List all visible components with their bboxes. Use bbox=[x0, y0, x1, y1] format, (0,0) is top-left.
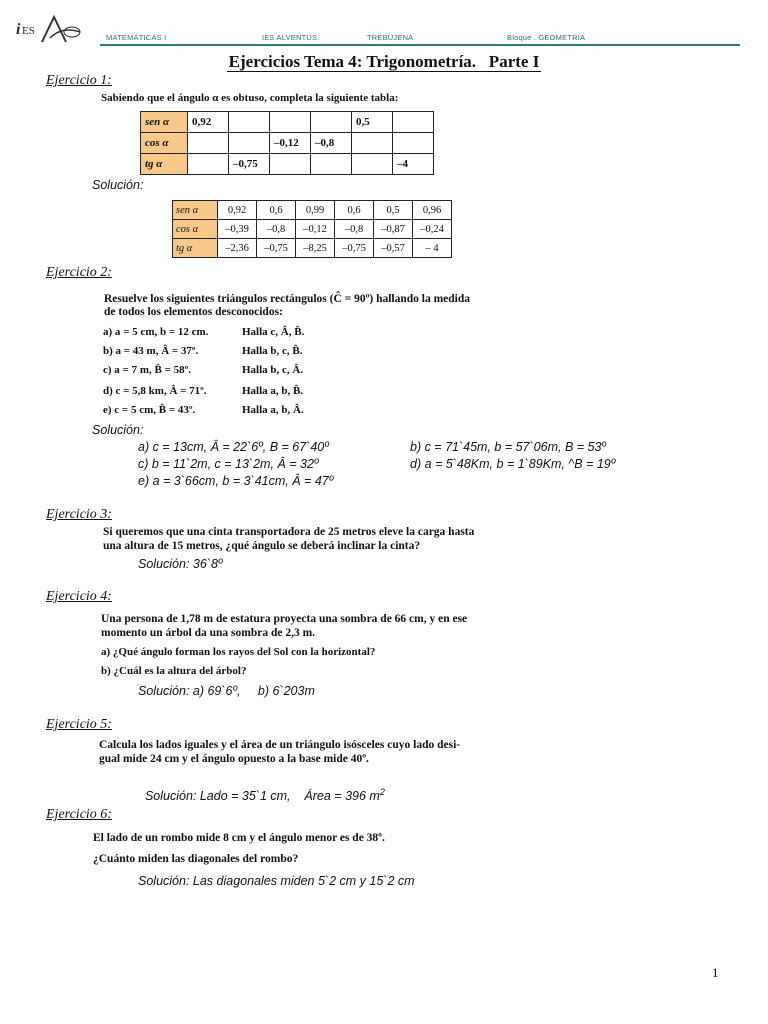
ex6-solution: Solución: Las diagonales miden 5`2 cm y 15`2 cm bbox=[138, 874, 415, 888]
ex6-statement-2: ¿Cuánto miden las diagonales del rombo? bbox=[93, 853, 299, 865]
ex1-table-cell: –0,75 bbox=[229, 154, 270, 175]
ex3-heading: Ejercicio 3: bbox=[46, 507, 112, 522]
ex1-solution-table-cell: 0,92 bbox=[218, 201, 257, 220]
ex5-heading: Ejercicio 5: bbox=[46, 717, 112, 732]
ex4-solution: Solución: a) 69`6º, b) 6`203m bbox=[138, 684, 315, 698]
ex1-solution-table-cell: –0,8 bbox=[335, 220, 374, 239]
ex1-table-row bbox=[141, 154, 434, 175]
ex2-solution-e: e) a = 3`66cm, b = 3`41cm, Â = 47º bbox=[138, 474, 334, 488]
ex1-table-cell bbox=[188, 154, 229, 175]
ex1-solution-table-row-label: sen α bbox=[173, 201, 218, 220]
ex3-solution: Solución: 36`8º bbox=[138, 557, 223, 571]
ex2-solution-b: b) c = 71`45m, b = 57`06m, B = 53º bbox=[410, 440, 606, 454]
ex1-solution-table-cell: –2,36 bbox=[218, 239, 257, 258]
ex1-table-cell bbox=[352, 154, 393, 175]
ex1-solution-table-row bbox=[173, 220, 452, 239]
header-subject: MATEMÁTICAS I bbox=[106, 33, 167, 42]
ex4-statement-2: momento un árbol da una sombra de 2,3 m. bbox=[101, 627, 316, 639]
ex1-solution-table-cell: –0,57 bbox=[374, 239, 413, 258]
ex1-solution-table-cell: –0,12 bbox=[296, 220, 335, 239]
ex5-statement-2: gual mide 24 cm y el ángulo opuesto a la base mide 40º. bbox=[99, 753, 369, 765]
ex4-question-b: b) ¿Cuál es la altura del árbol? bbox=[101, 665, 247, 677]
ex1-table-cell bbox=[229, 133, 270, 154]
ex1-solution-table bbox=[172, 200, 452, 258]
ex4-statement-1: Una persona de 1,78 m de estatura proyecta una sombra de 66 cm, y en ese bbox=[101, 613, 468, 625]
logo-text: ES bbox=[22, 25, 35, 37]
ex1-solution-table-cell: – 4 bbox=[413, 239, 452, 258]
ex1-table-cell bbox=[352, 133, 393, 154]
page-number: 1 bbox=[712, 965, 719, 980]
ex1-solution-table-cell: –0,87 bbox=[374, 220, 413, 239]
ex1-solution-table-row bbox=[173, 239, 452, 258]
header-block: Bloque . GEOMETRÍA bbox=[507, 33, 586, 42]
ex1-table-cell bbox=[311, 154, 352, 175]
ex2-solution-c: c) b = 11`2m, c = 13`2m, Â = 32º bbox=[138, 457, 319, 471]
ex1-table-cell: 0,92 bbox=[188, 112, 229, 133]
ex1-table-row-label: tg α bbox=[141, 154, 188, 175]
ex1-solution-table-cell: –0,75 bbox=[335, 239, 374, 258]
header-town: TREBUJENA bbox=[367, 33, 414, 42]
ex3-statement-2: una altura de 15 metros, ¿qué ángulo se deberá inclinar la cinta? bbox=[103, 540, 421, 552]
ex1-table-cell bbox=[393, 133, 434, 154]
ex2-statement-1: Resuelve los siguientes triángulos rectángulos (Ĉ = 90º) hallando la medida bbox=[104, 293, 471, 305]
ex1-table-cell: –0,12 bbox=[270, 133, 311, 154]
ex1-table-row-label: cos α bbox=[141, 133, 188, 154]
ex1-table-cell: –0,8 bbox=[311, 133, 352, 154]
ex1-solution-table-cell: 0,99 bbox=[296, 201, 335, 220]
ex5-statement-1: Calcula los lados iguales y el área de un triángulo isósceles cuyo lado desi- bbox=[99, 739, 461, 751]
ex2-solution-d: d) a = 5`48Km, b = 1`89Km, ^B = 19º bbox=[410, 457, 616, 471]
ex1-table-cell bbox=[270, 112, 311, 133]
ex3-statement-1: Si queremos que una cinta transportadora de 25 metros eleve la carga hasta bbox=[103, 526, 475, 538]
ex1-solution-table-cell: –0,39 bbox=[218, 220, 257, 239]
ex1-table-cell bbox=[270, 154, 311, 175]
ex2-item-c: c) a = 7 m, B̂ = 58º. Halla b, c, Â. bbox=[103, 364, 304, 376]
ex1-table bbox=[140, 111, 434, 175]
ex1-table-cell: 0,5 bbox=[352, 112, 393, 133]
page-title: Ejercicios Tema 4: Trigonometría. Parte I bbox=[228, 52, 540, 71]
ex4-heading: Ejercicio 4: bbox=[46, 589, 112, 604]
ex1-table-cell bbox=[229, 112, 270, 133]
header-school: IES ALVENTUS. bbox=[262, 33, 320, 42]
ex5-solution: Solución: Lado = 35`1 cm, Área = 396 $m^2$ bbox=[144, 787, 385, 804]
ex1-table-cell bbox=[311, 112, 352, 133]
ex1-solution-label: Solución: bbox=[92, 178, 144, 192]
ex1-solution-table-cell: –0,8 bbox=[257, 220, 296, 239]
ex1-table-cell: –4 bbox=[393, 154, 434, 175]
ex1-table-cell bbox=[188, 133, 229, 154]
ex2-item-a: a) a = 5 cm, b = 12 cm. Halla c, Â, B̂. bbox=[103, 326, 305, 338]
ex1-solution-table-cell: 0,96 bbox=[413, 201, 452, 220]
ex1-table-row bbox=[141, 112, 434, 133]
ex1-statement: Sabiendo que el ángulo α es obtuso, completa la siguiente tabla: bbox=[101, 92, 399, 104]
ex1-solution-table-row bbox=[173, 201, 452, 220]
ex1-solution-table-cell: 0,6 bbox=[335, 201, 374, 220]
ex1-heading: Ejercicio 1: bbox=[46, 73, 112, 88]
svg-text:i: i bbox=[16, 21, 21, 38]
ex1-solution-table-cell: –0,24 bbox=[413, 220, 452, 239]
ex1-solution-table-cell: –0,75 bbox=[257, 239, 296, 258]
ex1-solution-table-row-label: cos α bbox=[173, 220, 218, 239]
ex2-item-e: e) c = 5 cm, B̂ = 43º. Halla a, b, Â. bbox=[103, 404, 304, 416]
ex1-table-cell bbox=[393, 112, 434, 133]
ex1-solution-table-cell: 0,5 bbox=[374, 201, 413, 220]
ex1-table-row-label: sen α bbox=[141, 112, 188, 133]
ex2-solution-label: Solución: bbox=[92, 423, 144, 437]
ex2-item-b: b) a = 43 m, Â = 37º. Halla b, c, B̂. bbox=[103, 345, 303, 357]
ex2-item-d: d) c = 5,8 km, Â = 71º. Halla a, b, B̂. bbox=[103, 385, 304, 397]
ex1-solution-table-cell: 0,6 bbox=[257, 201, 296, 220]
ex1-solution-table-row-label: tg α bbox=[173, 239, 218, 258]
ex2-heading: Ejercicio 2: bbox=[46, 265, 112, 280]
header-rule bbox=[100, 44, 740, 46]
school-logo bbox=[14, 14, 98, 44]
ex2-statement-2: de todos los elementos desconocidos: bbox=[104, 306, 283, 318]
ex1-table-row bbox=[141, 133, 434, 154]
ex6-heading: Ejercicio 6: bbox=[46, 807, 112, 822]
ex4-question-a: a) ¿Qué ángulo forman los rayos del Sol con la horizontal? bbox=[101, 646, 376, 658]
ex6-statement-1: El lado de un rombo mide 8 cm y el ángulo menor es de 38º. bbox=[93, 832, 385, 844]
ex2-solution-a: a) c = 13cm, Â = 22`6º, B = 67`40º bbox=[138, 440, 329, 454]
ex1-solution-table-cell: –8,25 bbox=[296, 239, 335, 258]
